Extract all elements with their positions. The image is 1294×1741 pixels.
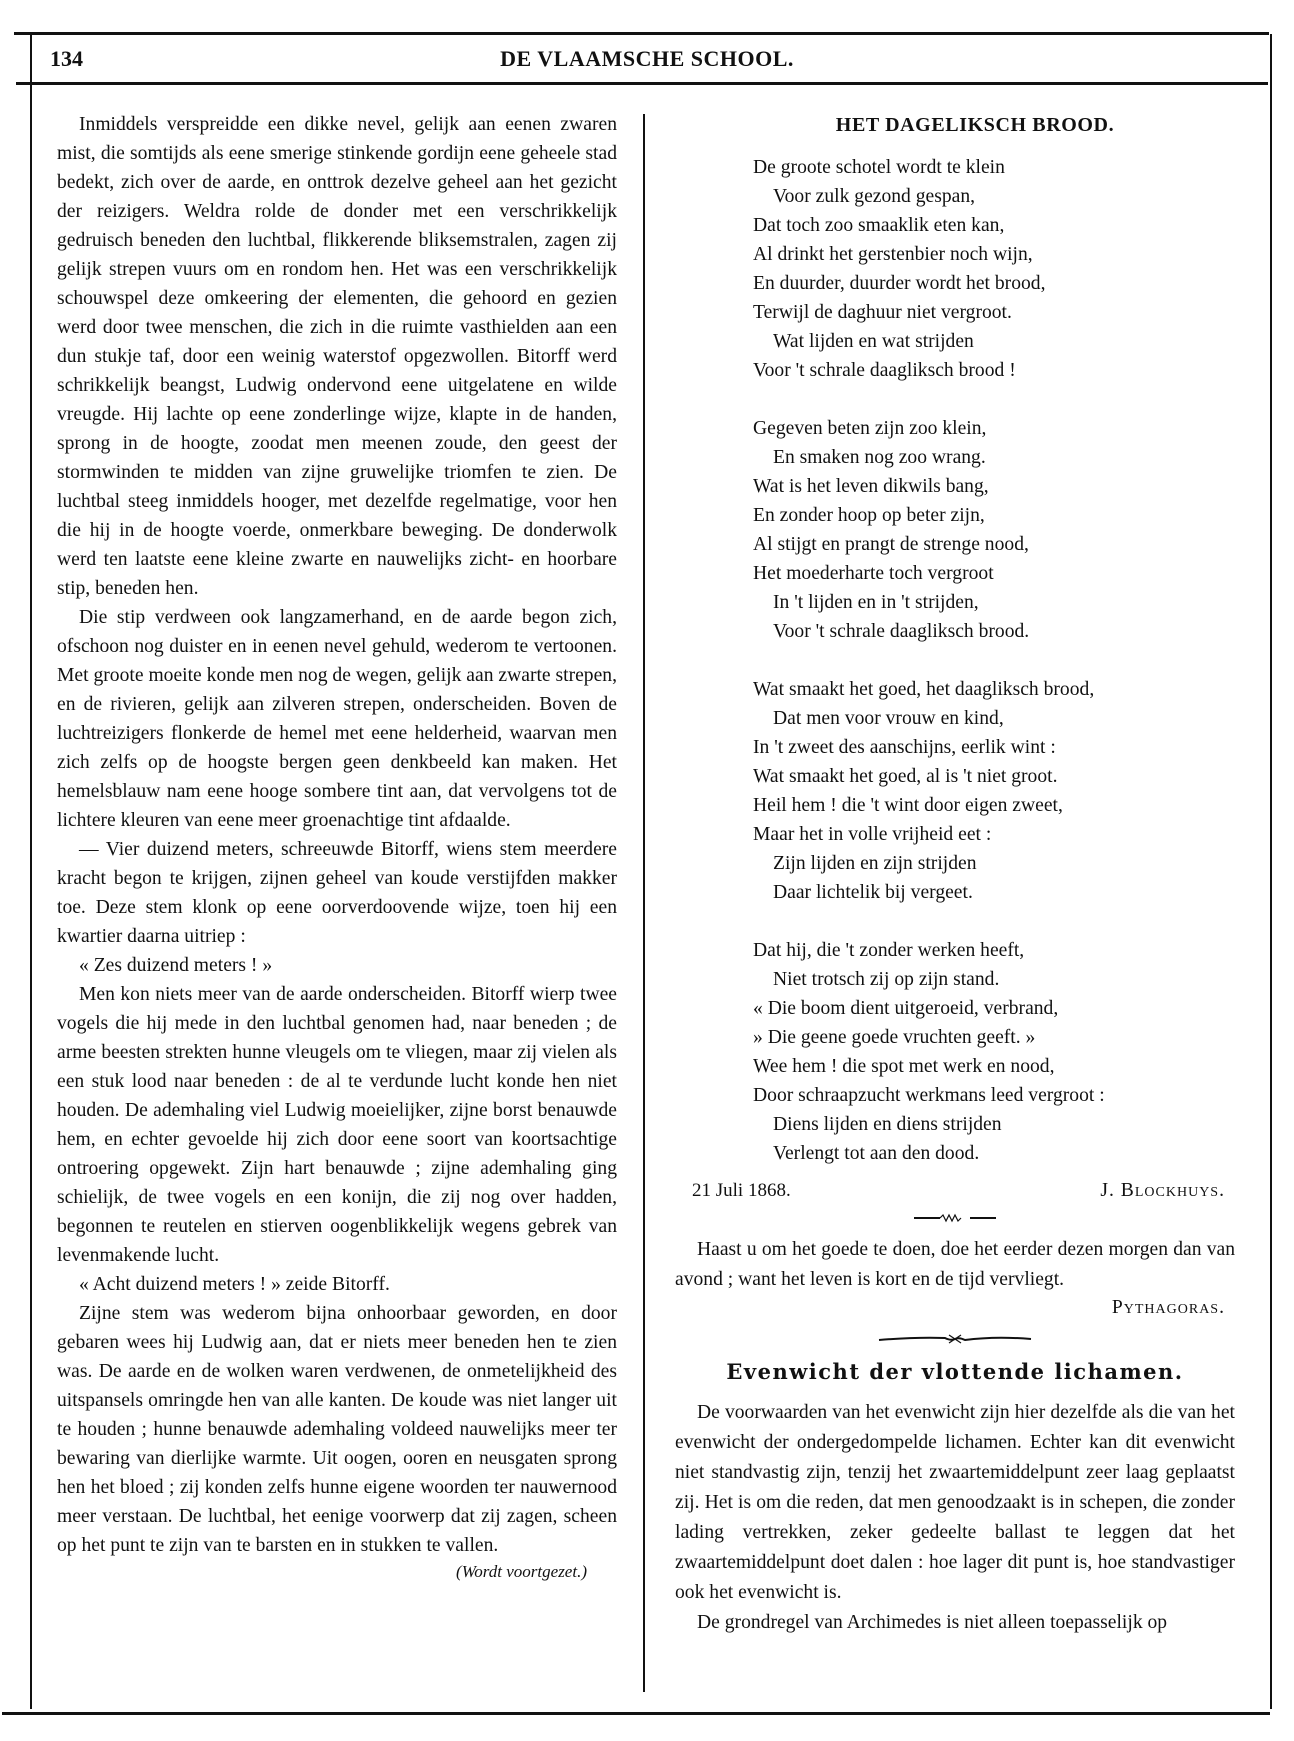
poem-line: Terwijl de daghuur niet vergroot. (753, 302, 1012, 323)
story-paragraph: Die stip verdween ook langzamerhand, en de aarde begon zich, ofschoon nog duister en in eenen nevel gehuld, wederom te vertoonen. Met groote moeite konde men nog de wegen, gelijk aan zwarte strepen, en de rivieren, gelijk aan zilveren strepen, onderscheiden. Boven de luchtreizigers flonkerde de hemel met eene helderheid, waarvan men zich zelfs op de hoogste bergen geen denkbeeld kan maken. Het hemelsblauw nam eene hooge sombere tint aan, dat vervolgens tot de lichtere kleuren van eene meer groenachtige tint afdaalde. (57, 607, 617, 831)
poem-body (675, 153, 1235, 1168)
poem-signature (692, 1177, 1225, 1205)
poem-stanza (753, 936, 1235, 1168)
poem-line: Door schraapzucht werkmans leed vergroot : (753, 1085, 1105, 1106)
poem-line: Wat lijden en wat strijden (773, 331, 974, 352)
running-title: DE VLAAMSCHE SCHOOL. (500, 46, 794, 71)
section-paragraph: De grondregel van Archimedes is niet alleen toepasselijk op (697, 1612, 1168, 1633)
poem-line: Dat hij, die 't zonder werken heeft, (753, 940, 1025, 961)
poem-author: J. Blockhuys. (1100, 1180, 1225, 1201)
poem-line: Verlengt tot aan den dood. (773, 1143, 980, 1164)
left-column (57, 110, 617, 1584)
quote-block (675, 1235, 1235, 1321)
section-paragraph: De voorwaarden van het evenwicht zijn hier dezelfde als die van het evenwicht der ondergedompelde lichamen. Echter kan dit evenwicht niet standvastig zijn, tenzij het zwaartemiddelpunt zeer laag geplaatst zij. Het is om die reden, dat men genoodzaakt is in schepen, die zonder lading vertrekken, zeker gedeelte ballast te leggen dat het zwaartemiddelpunt doet dalen : hoe lager dit punt is, hoe standvastiger ook het evenwicht is. (675, 1402, 1235, 1603)
poem-line: Zijn lijden en zijn strijden (773, 853, 977, 874)
story-exclamation: « Zes duizend meters ! » (79, 955, 273, 976)
column-divider (643, 114, 645, 1692)
poem-line: En zonder hoop op beter zijn, (753, 505, 985, 526)
ornament-divider-small (910, 1211, 1000, 1225)
poem-line: En duurder, duurder wordt het brood, (753, 273, 1046, 294)
right-column (675, 110, 1235, 1638)
poem-line: Wat is het leven dikwils bang, (753, 476, 989, 497)
poem-line: Voor 't schrale daagliksch brood. (773, 621, 1030, 642)
story-paragraph: — Vier duizend meters, schreeuwde Bitorff, wiens stem meerdere kracht begon te krijgen, zijnen geheel van koude verstijfden makker toe. Deze stem klonk op eene oorverdoovende wijze, toen hij een kwartier daarna uitriep : (57, 839, 617, 947)
quote-text: Haast u om het goede te doen, doe het eerder dezen morgen dan van avond ; want het leven is kort en de tijd vervliegt. (675, 1239, 1235, 1290)
poem-stanza (753, 675, 1235, 907)
poem-line: In 't zweet des aanschijns, eerlik wint : (753, 737, 1056, 758)
poem-line: En smaken nog zoo wrang. (773, 447, 986, 468)
poem-line: » Die geene goede vruchten geeft. » (753, 1027, 1036, 1048)
poem-line: Maar het in volle vrijheid eet : (753, 824, 992, 845)
continued-note: (Wordt voortgezet.) (456, 1562, 587, 1581)
ornament-divider-flourish (875, 1331, 1035, 1347)
poem-line: Daar lichtelik bij vergeet. (773, 882, 973, 903)
section-title: Evenwicht der vlottende lichamen. (726, 1359, 1184, 1384)
poem-line: Voor 't schrale daagliksch brood ! (753, 360, 1016, 381)
story-paragraph: Men kon niets meer van de aarde onderscheiden. Bitorff wierp twee vogels die hij mede in den luchtbal genomen had, naar beneden ; de arme beesten strekten hunne vleugels om te vliegen, maar zij vielen als een stuk lood naar beneden : de al te verdunde lucht konde hen niet houden. De ademhaling viel Ludwig moeielijker, zijne borst benauwde hem, en echter gevoelde hij zich door eene soort van koortsachtige ontroering opgewekt. Zijn hart benauwde ; zijne ademhaling ging schielijk, de twee vogels en een konijn, die zij nog over hadden, begonnen te reutelen en stierven oogenblikkelijk wegens gebrek van levenmakende lucht. (57, 984, 617, 1266)
poem-stanza (753, 414, 1235, 646)
poem-line: Al drinkt het gerstenbier noch wijn, (753, 244, 1033, 265)
quote-author: Pythagoras. (1111, 1297, 1225, 1318)
poem-line: Al stijgt en prangt de strenge nood, (753, 534, 1029, 555)
poem-line: Niet trotsch zij op zijn stand. (773, 969, 1000, 990)
poem-stanza (753, 153, 1235, 385)
page-number: 134 (50, 46, 83, 71)
poem-line: Dat toch zoo smaaklik eten kan, (753, 215, 1005, 236)
poem-line: Heil hem ! die 't wint door eigen zweet, (753, 795, 1063, 816)
poem-line: Wat smaakt het goed, het daagliksch brood, (753, 679, 1095, 700)
story-paragraph: Inmiddels verspreidde een dikke nevel, gelijk aan eenen zwaren mist, die somtijds als eene smerige stinkende gordijn eene geheele stad bedekt, zich over de aarde, en onttrok dezelve geheel aan het gezicht der reizigers. Weldra rolde de donder met een verschrikkelijk gedruisch beneden den luchtbal, flikkerende bliksemstralen, zagen zij gelijk strepen vuurs om en rondom hen. Het was een verschrikkelijk schouwspel deze omkeering der elementen, die gehoord en gezien werd door twee menschen, die zich in die ruimte vasthielden aan een dun stukje taf, door een weinig waterstof opgezwollen. Bitorff werd schrikkelijk beangst, Ludwig ondervond eene uitgelatene en wilde vreugde. Hij lachte op eene zonderlinge wijze, klapte in de handen, sprong in de hoogte, zoodat men meenen zoude, den geest der stormwinden te midden van zijne gruwelijke triomfen te zien. De luchtbal steeg inmiddels hooger, met dezelfde regelmatige, voor hen die hij in de hoogte voerde, onmerkbare beweging. De donderwolk werd ten laatste eene kleine zwarte en nauwelijks zicht- en hoorbare stip, beneden hen. (57, 114, 617, 599)
poem-line: De groote schotel wordt te klein (753, 157, 1005, 178)
poem-line: Dat men voor vrouw en kind, (773, 708, 1004, 729)
section-body (675, 1398, 1235, 1638)
poem-line: Voor zulk gezond gespan, (773, 186, 976, 207)
poem-line: Gegeven beten zijn zoo klein, (753, 418, 987, 439)
poem-title: HET DAGELIKSCH BROOD. (835, 114, 1115, 136)
poem-line: Diens lijden en diens strijden (773, 1114, 1002, 1135)
story-exclamation: « Acht duizend meters ! » zeide Bitorff. (79, 1274, 390, 1295)
poem-line: Wee hem ! die spot met werk en nood, (753, 1056, 1055, 1077)
header-rule (16, 82, 1268, 85)
bottom-rule (2, 1712, 1270, 1715)
poem-date: 21 Juli 1868. (692, 1180, 791, 1201)
poem-line: Wat smaakt het goed, al is 't niet groot. (753, 766, 1058, 787)
poem-line: « Die boom dient uitgeroeid, verbrand, (753, 998, 1059, 1019)
poem-line: Het moederharte toch vergroot (753, 563, 994, 584)
poem-line: In 't lijden en in 't strijden, (773, 592, 979, 613)
story-paragraph: Zijne stem was wederom bijna onhoorbaar geworden, en door gebaren wees hij Ludwig aan, dat er niets meer beneden hen te zien was. De aarde en de wolken waren verdwenen, de onmetelijkheid des uitspansels omringde hen van alle kanten. De koude was niet langer uit te houden ; hunne benauwde ademhaling voldeed nauwelijks meer ter bewaring van dierlijke warmte. Uit oogen, ooren en neusgaten sprong hen het bloed ; zij konden zelfs hunne eigene woorden ter nauwernood meer verstaan. De luchtbal, het eenige voorwerp dat zij zagen, scheen op het punt te zijn van te barsten en in stukken te vallen. (57, 1303, 617, 1556)
